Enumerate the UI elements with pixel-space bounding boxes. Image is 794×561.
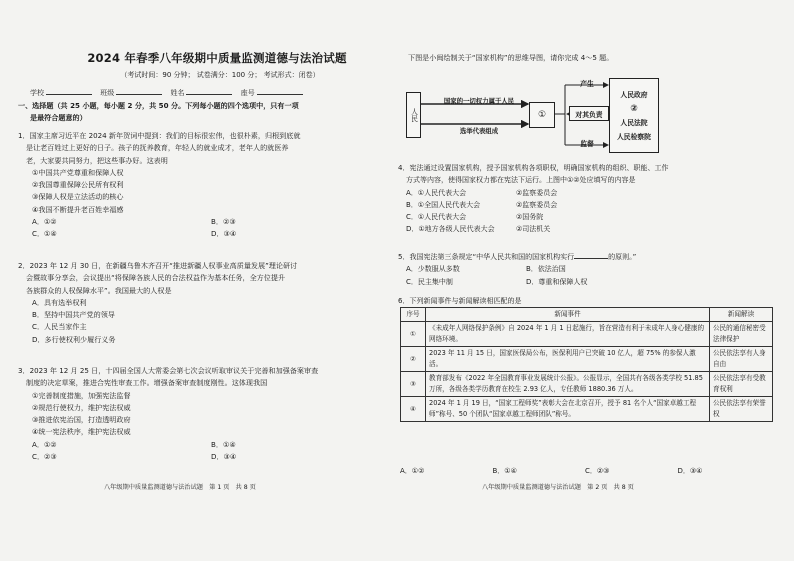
row-event: 教育部发布《2022 年全国教育事业发展统计公报》。公报显示，全国共有各级各类学校 51.85 万所，各级各类学历教育在校生 2.93 亿人，专任教师 1880.36 万人。 bbox=[426, 372, 710, 397]
q4-stem-1: 4．宪法通过设置国家机构，授予国家机构各项职权，明确国家机构的组织、职能、工作 bbox=[398, 164, 669, 172]
q4-option-b[interactable] bbox=[398, 199, 774, 211]
q4-stem-2: 方式等内容，使得国家权力都在宪法下运行。上图中①②处应填写的内容是 bbox=[406, 176, 636, 185]
table-row bbox=[401, 397, 773, 422]
q3-stem-2: 制度的决定草案，推进合宪性审查工作。增强备案审查制度刚性。这体现我国 bbox=[26, 378, 268, 388]
label-responsible: 对其负责 bbox=[569, 106, 609, 121]
q2-stem-2: 会暨故事分享会，会议提出“将保障各族人民的合法权益作为基本任务，全方位提升 bbox=[26, 273, 286, 283]
row-reading: 公民依法享有荣誉权 bbox=[710, 397, 773, 422]
q3-options-row-2 bbox=[18, 451, 390, 463]
diagram-organs-group bbox=[609, 78, 659, 153]
q5-stem bbox=[398, 250, 774, 263]
q4-b-2: ②监察委员会 bbox=[516, 200, 558, 209]
question-6-stem: 6．下列新闻事件与新闻解读相匹配的是 bbox=[398, 297, 522, 305]
q1-item-4: ④我国不断提升老百姓幸福感 bbox=[32, 204, 124, 214]
table-row bbox=[401, 347, 773, 372]
school-blank bbox=[46, 86, 92, 95]
header-event: 新闻事件 bbox=[426, 308, 710, 322]
row-event: 《未成年人网络保护条例》自 2024 年 1 月 1 日起施行，旨在营造有利于未成年人身心健康的网络环境。 bbox=[426, 322, 710, 347]
q1-option-b[interactable]: B．②③ bbox=[211, 217, 236, 227]
q4-d-1: D．①地方各级人民代表大会 bbox=[406, 225, 495, 234]
section-heading: 一、选择题（共 25 小题，每小题 2 分，共 50 分。下列每小题的四个选项中，只有一项 bbox=[18, 101, 299, 110]
q2-stem-3: 各族群众的人权保障水平”。我国最大的人权是 bbox=[26, 285, 172, 295]
seat-blank bbox=[257, 86, 303, 95]
q3-option-b[interactable]: B．①④ bbox=[211, 439, 236, 449]
q5-option-d[interactable]: D．尊重和保障人权 bbox=[526, 277, 588, 286]
header-reading: 新闻解读 bbox=[710, 308, 773, 322]
q3-item-3: ③推进依宪治国，打造透明政府 bbox=[32, 415, 131, 425]
q1-stem-2: 是让老百姓过上更好的日子。孩子的抚养教育，年轻人的就业成才，老年人的就医养 bbox=[26, 143, 289, 153]
q1-options-row-1 bbox=[18, 216, 390, 228]
q5-options-row-2 bbox=[398, 276, 774, 288]
left-page-footer: 八年级期中质量监测道德与法治试题 第 1 页 共 8 页 bbox=[104, 484, 256, 491]
q3-option-a[interactable]: A．①② bbox=[32, 439, 57, 449]
q4-a-1: A．①人民代表大会 bbox=[406, 188, 467, 197]
q4-option-d[interactable] bbox=[398, 223, 774, 235]
q4-d-2: ②司法机关 bbox=[516, 225, 551, 234]
q5-stem-a: 5．我国宪法第三条规定“中华人民共和国的国家机构实行 bbox=[398, 253, 575, 261]
q3-stem-1: 3．2023 年 12 月 25 日，十四届全国人大常委会第七次会议听取审议关于完善和加强备案审查 bbox=[18, 366, 319, 375]
row-no: ① bbox=[401, 322, 426, 347]
diagram-people-box: 人民 bbox=[406, 92, 421, 138]
field-school: 学校 bbox=[30, 89, 44, 97]
student-info-line bbox=[30, 86, 390, 98]
q1-stem-1: 1．国家主席习近平在 2024 新年贺词中提到：我们的目标很宏伟，也很朴素，归根到底就 bbox=[18, 131, 301, 140]
question-3 bbox=[18, 365, 390, 463]
q1-option-a[interactable]: A．①② bbox=[32, 217, 57, 227]
diagram-blank-2: ② bbox=[630, 103, 638, 114]
q6-option-d[interactable]: D．③④ bbox=[677, 467, 703, 475]
q6-option-b[interactable]: B．①④ bbox=[492, 467, 517, 475]
arrow-label-power: 国家的一切权力属于人民 bbox=[443, 96, 515, 105]
q5-option-b[interactable]: B．依法治国 bbox=[526, 265, 566, 274]
q4-c-2: ②国务院 bbox=[516, 213, 544, 222]
field-seat: 座号 bbox=[240, 89, 255, 97]
news-table-header bbox=[401, 308, 773, 322]
q3-item-2: ②规范行使权力，维护宪法权威 bbox=[32, 402, 131, 412]
q4-b-1: B．①全国人民代表大会 bbox=[406, 200, 481, 209]
q6-options bbox=[400, 466, 770, 476]
row-reading: 公民的通信秘密受法律保护 bbox=[710, 322, 773, 347]
q5-stem-b: 的原则。” bbox=[608, 253, 637, 261]
q2-option-c[interactable]: C．人民当家作主 bbox=[32, 322, 87, 332]
q2-stem-1: 2．2023 年 12 月 30 日，在新疆乌鲁木齐召开“推进新疆人权事业高质量发展”理论研讨 bbox=[18, 261, 298, 270]
row-no: ③ bbox=[401, 372, 426, 397]
q6-option-c[interactable]: C．②③ bbox=[585, 467, 610, 475]
q1-item-3: ③保障人权是立法活动的核心 bbox=[32, 192, 124, 202]
row-no: ④ bbox=[401, 397, 426, 422]
q1-item-1: ①中国共产党尊重和保障人权 bbox=[32, 167, 124, 177]
q1-option-d[interactable]: D．③④ bbox=[211, 229, 237, 239]
q5-options-row-1 bbox=[398, 263, 774, 275]
q2-option-d[interactable]: D．多行使权利少履行义务 bbox=[32, 334, 116, 344]
row-event: 2024 年 1 月 19 日，“国家工程师奖”表彰大会在北京召开，授予 81 名个人“国家卓越工程师”称号、50 个团队“国家卓越工程师团队”称号。 bbox=[426, 397, 710, 422]
q4-option-c[interactable] bbox=[398, 211, 774, 223]
table-row bbox=[401, 322, 773, 347]
label-supervise: 监督 bbox=[580, 139, 594, 148]
exam-subtitle: （考试时间：90 分钟； 试卷满分：100 分； 考试形式：闭卷） bbox=[120, 71, 320, 79]
q4-a-2: ②监察委员会 bbox=[516, 188, 558, 197]
right-page-footer: 八年级期中质量监测道德与法治试题 第 2 页 共 8 页 bbox=[482, 484, 634, 491]
organ-government: 人民政府 bbox=[620, 90, 648, 99]
diagram-blank-1: ① bbox=[529, 102, 555, 128]
q3-item-4: ④统一宪法秩序，维护宪法权威 bbox=[32, 427, 131, 437]
section-heading-2: 是最符合题意的） bbox=[30, 113, 87, 123]
q4-option-a[interactable] bbox=[398, 187, 774, 199]
q1-item-2: ②我国尊重保障公民所有权利 bbox=[32, 180, 124, 190]
row-event: 2023 年 11 月 15 日，国家医保局公布，医保利用户已突破 10 亿人，超 75% 的参保人激活。 bbox=[426, 347, 710, 372]
question-1 bbox=[18, 130, 390, 241]
q4-c-1: C．①人民代表大会 bbox=[406, 213, 467, 222]
q1-stem-3: 老，大家要共同努力，把这些事办好。这表明 bbox=[26, 155, 168, 165]
q5-blank[interactable] bbox=[574, 250, 608, 259]
organ-procuratorate: 人民检察院 bbox=[617, 132, 651, 141]
row-no: ② bbox=[401, 347, 426, 372]
q2-option-b[interactable]: B．坚持中国共产党的领导 bbox=[32, 310, 115, 320]
section-one bbox=[18, 100, 390, 125]
exam-title: 2024 年春季八年级期中质量监测道德与法治试题 bbox=[87, 51, 347, 65]
q6-option-a[interactable]: A．①② bbox=[400, 467, 425, 475]
label-produce: 产生 bbox=[580, 79, 594, 88]
header-no: 序号 bbox=[401, 308, 426, 322]
q1-options-row-2 bbox=[18, 228, 390, 240]
q3-options-row-1 bbox=[18, 439, 390, 451]
state-organs-diagram bbox=[403, 76, 773, 154]
table-row bbox=[401, 372, 773, 397]
news-table bbox=[400, 307, 773, 422]
q1-option-c[interactable]: C．①④ bbox=[32, 229, 57, 239]
arrow-label-elect: 选举代表组成 bbox=[459, 126, 499, 135]
question-2 bbox=[18, 260, 390, 346]
name-blank bbox=[186, 86, 232, 95]
field-class: 班级 bbox=[100, 89, 115, 97]
question-4 bbox=[398, 162, 774, 236]
question-5 bbox=[398, 250, 774, 288]
q3-option-c[interactable]: C．②③ bbox=[32, 452, 57, 462]
q2-option-a[interactable]: A．具有选举权利 bbox=[32, 297, 87, 307]
row-reading: 公民依法享有人身自由 bbox=[710, 347, 773, 372]
q3-option-d[interactable]: D．③④ bbox=[211, 452, 237, 462]
q5-option-c[interactable]: C．民主集中制 bbox=[406, 277, 453, 286]
class-blank bbox=[116, 86, 162, 95]
row-reading: 公民依法享有受教育权利 bbox=[710, 372, 773, 397]
q3-item-1: ①完善制度措施，加强宪法监督 bbox=[32, 390, 131, 400]
organ-court: 人民法院 bbox=[620, 118, 648, 127]
field-name: 姓名 bbox=[170, 89, 185, 97]
diagram-intro: 下图是小闽绘制关于“国家机构”的思维导图，请你完成 4～5 题。 bbox=[408, 53, 614, 62]
q5-option-a[interactable]: A．少数服从多数 bbox=[406, 265, 460, 274]
